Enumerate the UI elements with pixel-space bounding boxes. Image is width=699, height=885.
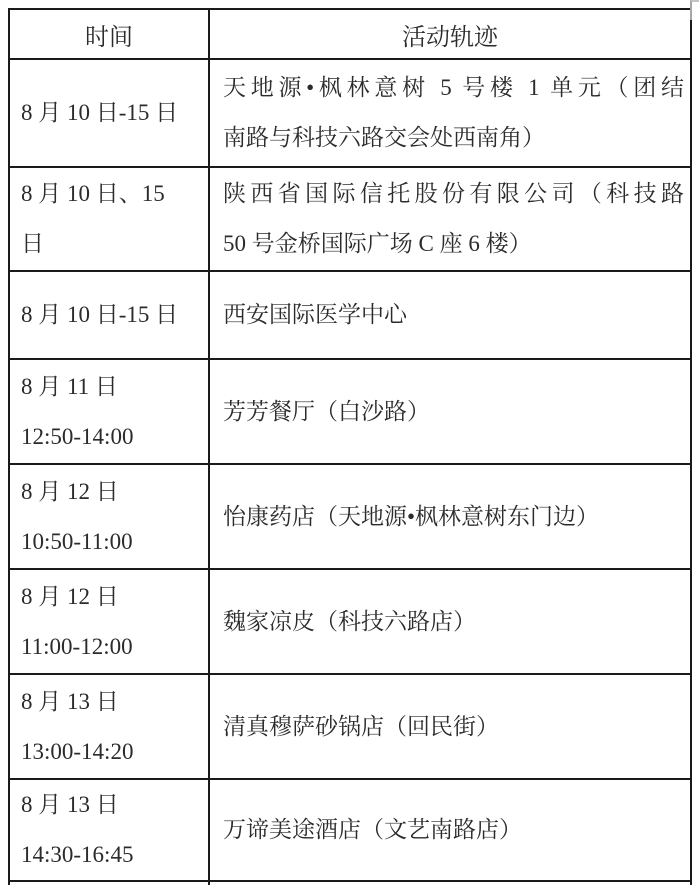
activity-cell [209,569,691,674]
time-cell [9,359,209,464]
time-text-line: 8 月 10 日、15 [21,181,165,206]
activity-text-line: 清真穆萨砂锅店（回民街） [223,713,499,739]
activity-cell [209,464,691,569]
activity-text-line: 50 号金桥国际广场 C 座 6 楼） [223,231,532,256]
time-text-line: 8 月 10 日-15 日 [21,302,179,327]
activity-text-line: 魏家凉皮（科技六路店） [223,608,476,634]
table-row [9,569,691,674]
time-text-line: 11:00-12:00 [21,633,133,659]
activity-cell [209,167,691,271]
activity-trace-table [8,8,692,885]
time-text-line: 8 月 12 日 [21,478,119,504]
activity-cell [209,271,691,359]
activity-text-line: 天地源•枫林意树 5 号楼 1 单元（团结 [223,75,684,100]
time-text-line: 日 [21,231,44,256]
table-row [9,167,691,271]
activity-cell [209,674,691,779]
activity-text-line: 怡康药店（天地源•枫林意树东门边） [223,503,600,529]
time-text-line: 14:30-16:45 [21,842,134,867]
table-row [9,271,691,359]
activity-text-line: 南路与科技六路交会处西南角） [223,125,545,150]
time-cell [9,271,209,359]
time-text-line: 12:50-14:00 [21,423,134,449]
time-cell [9,779,209,881]
time-text-line: 13:00-14:20 [21,738,134,764]
time-text-line: 8 月 13 日 [21,792,119,817]
time-text-line: 8 月 13 日 [21,688,119,714]
time-text-line: 8 月 10 日-15 日 [21,100,179,125]
table-row [9,464,691,569]
activity-cell [209,59,691,167]
header-activity: 活动轨迹 [209,9,691,59]
table-row [9,359,691,464]
crop-artifact [690,0,699,20]
activity-text-line: 万谛美途酒店（文艺南路店） [223,817,522,842]
table-row [9,881,691,885]
activity-cell [209,881,691,885]
table-header-row [9,9,691,59]
time-cell [9,59,209,167]
time-cell [9,464,209,569]
activity-text-line: 西安国际医学中心 [223,302,407,327]
time-cell [9,167,209,271]
time-text-line: 8 月 11 日 [21,373,118,399]
activity-text-line: 陕西省国际信托股份有限公司（科技路 [223,181,684,206]
activity-cell [209,359,691,464]
table-row [9,59,691,167]
table-row [9,779,691,881]
header-time: 时间 [9,9,209,59]
activity-cell [209,779,691,881]
time-text-line: 8 月 12 日 [21,583,119,609]
time-text-line: 10:50-11:00 [21,528,133,554]
time-cell [9,674,209,779]
time-cell [9,881,209,885]
activity-text-line: 芳芳餐厅（白沙路） [223,398,430,424]
time-cell [9,569,209,674]
table-row [9,674,691,779]
